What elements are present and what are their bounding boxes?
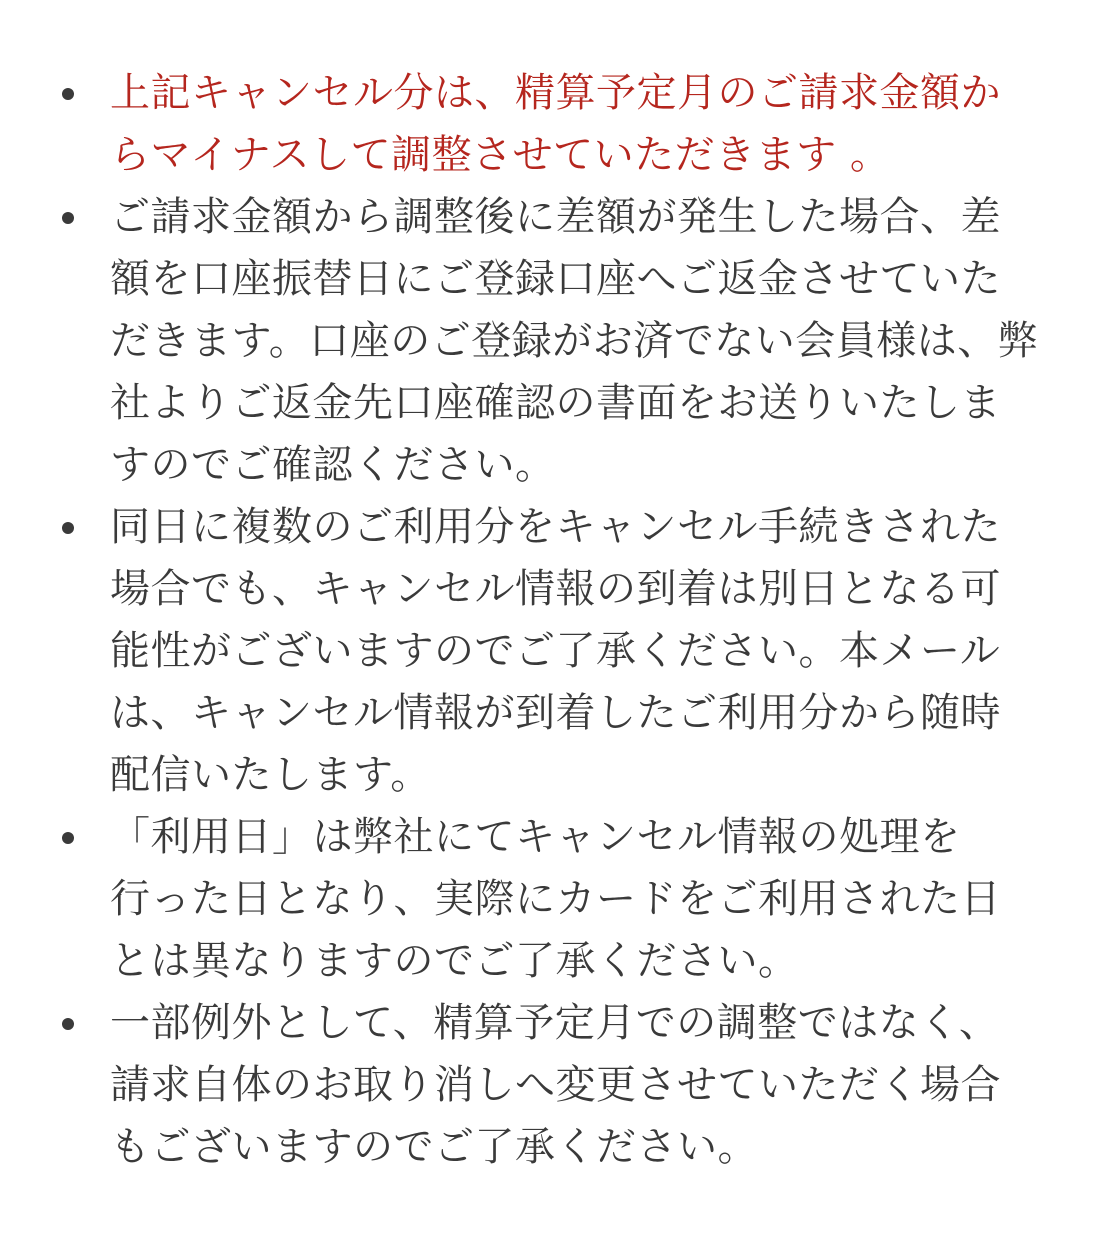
note-item-exception [0,992,1106,1178]
note-line: すのでご確認ください。 [110,442,556,488]
note-line: 能性がございますのでご了承ください。本メール [110,628,1001,674]
note-line: は、キャンセル情報が到着したご利用分から随時 [110,690,1001,736]
note-line: 同日に複数のご利用分をキャンセル手続きされた [110,504,1001,550]
note-line: 行った日となり、実際にカードをご利用された日 [110,876,1001,922]
note-line: 額を口座振替日にご登録口座へご返金させていた [110,256,1001,302]
bullet-icon [62,522,74,534]
note-line: 上記キャンセル分は、精算予定月のご請求金額か [110,70,1001,116]
note-line: とは異なりますのでご了承ください。 [110,938,799,984]
bullet-icon [62,88,74,100]
note-item-arrival [0,496,1106,806]
bullet-icon [62,832,74,844]
note-line: だきます。口座のご登録がお済でない会員様は、弊 [110,318,1039,364]
bullet-icon [62,212,74,224]
note-line: らマイナスして調整させていただきます 。 [110,132,891,178]
cancellation-notes [0,62,1106,1178]
note-line: 社よりご返金先口座確認の書面をお送りいたしま [110,380,1001,426]
note-line: ご請求金額から調整後に差額が発生した場合、差 [110,194,1001,240]
note-line: 一部例外として、精算予定月での調整ではなく、 [110,1000,1000,1046]
note-line: もございますのでご了承ください。 [110,1124,758,1170]
bullet-icon [62,1018,74,1030]
note-item-adjustment [0,62,1106,186]
notes-list [0,62,1106,1178]
note-line: 場合でも、キャンセル情報の到着は別日となる可 [110,566,1001,612]
note-line: 配信いたします。 [110,752,431,798]
note-line: 「利用日」は弊社にてキャンセル情報の処理を [110,814,961,860]
note-line: 請求自体のお取り消しへ変更させていただく場合 [110,1062,1001,1108]
note-item-usage-date [0,806,1106,992]
note-item-refund [0,186,1106,496]
